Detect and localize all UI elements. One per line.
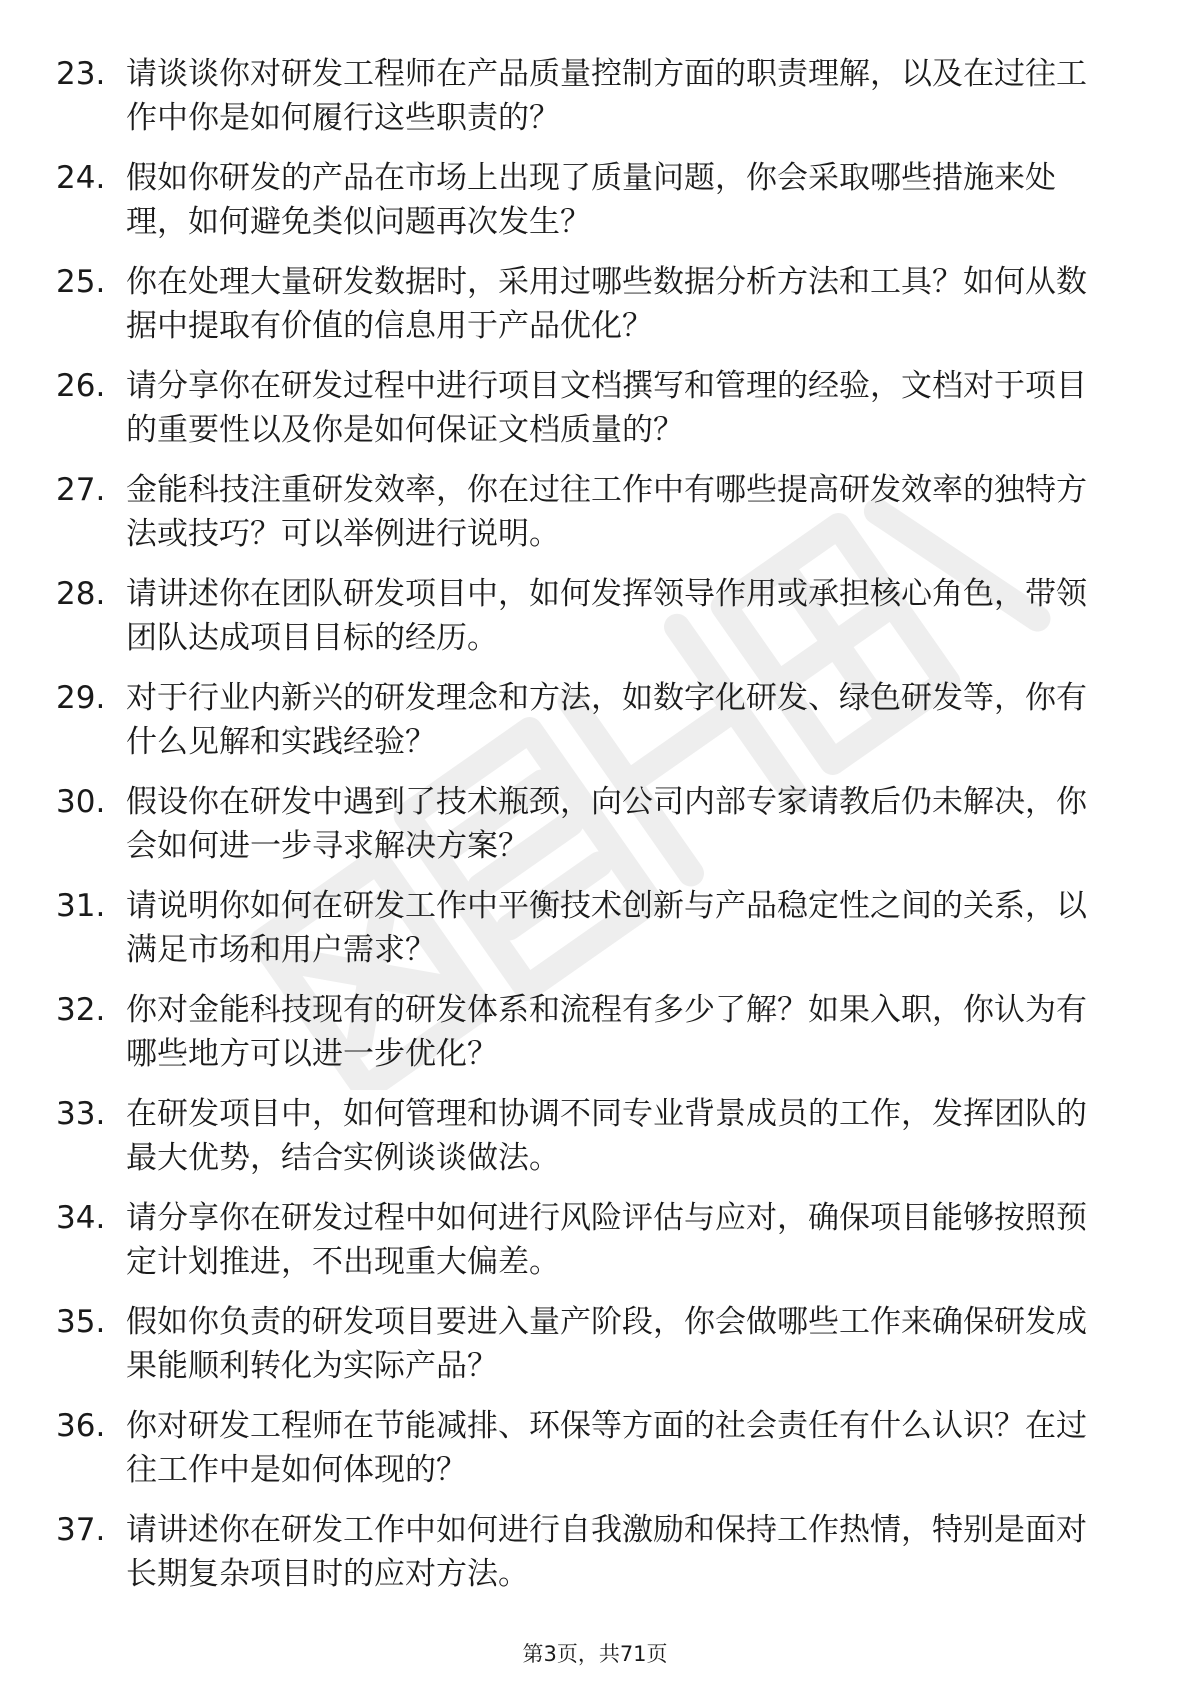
question-item	[56, 988, 1116, 1092]
question-item	[56, 364, 1116, 468]
question-text: 你对研发工程师在节能减排、环保等方面的社会责任有什么认识？在过往工作中是如何体现的？	[126, 1408, 1087, 1488]
question-text: 在研发项目中，如何管理和协调不同专业背景成员的工作，发挥团队的最大优势，结合实例谈谈做法。	[126, 1096, 1087, 1176]
question-number: 27.	[56, 472, 106, 508]
question-list	[56, 52, 1116, 1612]
question-text: 对于行业内新兴的研发理念和方法，如数字化研发、绿色研发等，你有什么见解和实践经验？	[126, 680, 1087, 760]
question-item	[56, 1196, 1116, 1300]
question-number: 32.	[56, 992, 106, 1028]
question-text: 你对金能科技现有的研发体系和流程有多少了解？如果入职，你认为有哪些地方可以进一步优化？	[126, 992, 1087, 1072]
question-text: 请谈谈你对研发工程师在产品质量控制方面的职责理解，以及在过往工作中你是如何履行这些职责的？	[126, 56, 1087, 136]
question-number: 31.	[56, 888, 106, 924]
question-item	[56, 1404, 1116, 1508]
question-text: 假设你在研发中遇到了技术瓶颈，向公司内部专家请教后仍未解决，你会如何进一步寻求解决方案？	[126, 784, 1087, 864]
page-footer: 第3页，共71页	[522, 1642, 668, 1666]
question-text: 金能科技注重研发效率，你在过往工作中有哪些提高研发效率的独特方法或技巧？可以举例进行说明。	[126, 472, 1087, 552]
question-number: 25.	[56, 264, 106, 300]
question-number: 35.	[56, 1304, 106, 1340]
question-text: 假如你负责的研发项目要进入量产阶段，你会做哪些工作来确保研发成果能顺利转化为实际产品？	[126, 1304, 1087, 1384]
question-number: 33.	[56, 1096, 106, 1132]
question-number: 28.	[56, 576, 106, 612]
question-text: 请说明你如何在研发工作中平衡技术创新与产品稳定性之间的关系，以满足市场和用户需求？	[126, 888, 1087, 968]
question-number: 24.	[56, 160, 106, 196]
question-number: 34.	[56, 1200, 106, 1236]
question-text: 假如你研发的产品在市场上出现了质量问题，你会采取哪些措施来处理，如何避免类似问题再次发生？	[126, 160, 1056, 240]
question-text: 请分享你在研发过程中如何进行风险评估与应对，确保项目能够按照预定计划推进，不出现重大偏差。	[126, 1200, 1087, 1280]
question-item	[56, 676, 1116, 780]
question-text: 请分享你在研发过程中进行项目文档撰写和管理的经验，文档对于项目的重要性以及你是如何保证文档质量的？	[126, 368, 1087, 448]
question-item	[56, 572, 1116, 676]
question-number: 36.	[56, 1408, 106, 1444]
question-item	[56, 1508, 1116, 1612]
question-number: 37.	[56, 1512, 106, 1548]
question-text: 你在处理大量研发数据时，采用过哪些数据分析方法和工具？如何从数据中提取有价值的信息用于产品优化？	[126, 264, 1087, 344]
question-item	[56, 780, 1116, 884]
question-item	[56, 884, 1116, 988]
question-item	[56, 260, 1116, 364]
question-text: 请讲述你在团队研发项目中，如何发挥领导作用或承担核心角色，带领团队达成项目目标的经历。	[126, 576, 1087, 656]
question-item	[56, 1300, 1116, 1404]
question-item	[56, 52, 1116, 156]
question-item	[56, 1092, 1116, 1196]
question-item	[56, 468, 1116, 572]
question-number: 29.	[56, 680, 106, 716]
question-item	[56, 156, 1116, 260]
question-number: 26.	[56, 368, 106, 404]
question-text: 请讲述你在研发工作中如何进行自我激励和保持工作热情，特别是面对长期复杂项目时的应对方法。	[126, 1512, 1087, 1592]
question-number: 30.	[56, 784, 106, 820]
question-number: 23.	[56, 56, 106, 92]
